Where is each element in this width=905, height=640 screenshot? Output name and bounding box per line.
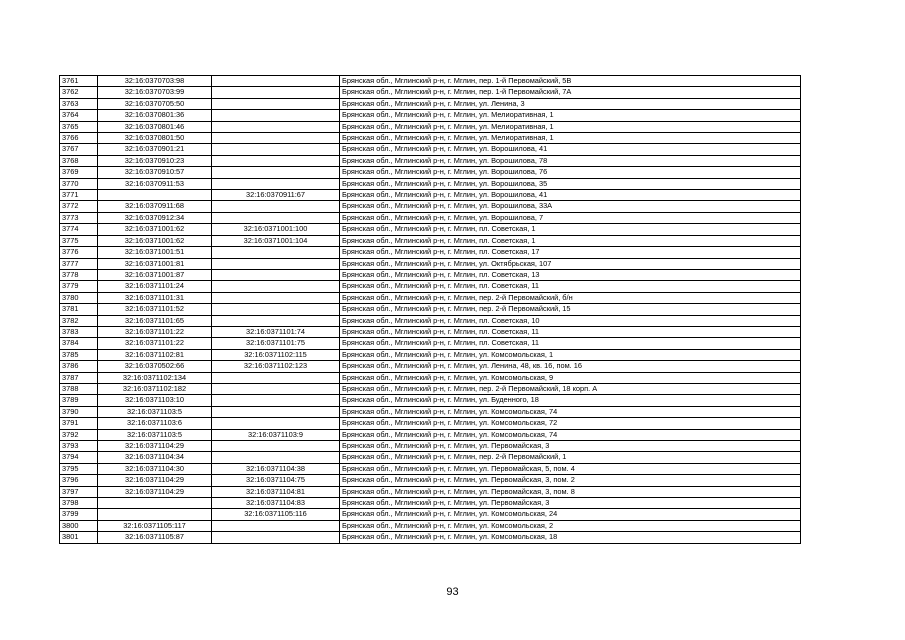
property-table-body	[60, 76, 801, 544]
cadastral-number-cell: 32:16:0371105:87	[98, 532, 212, 543]
address-cell: Брянская обл., Мглинский р-н, г. Мглин, ул. Комсомольская, 9	[340, 372, 801, 383]
row-number-cell: 3786	[60, 361, 98, 372]
cadastral-number-cell: 32:16:0371101:31	[98, 292, 212, 303]
address-cell: Брянская обл., Мглинский р-н, г. Мглин, ул. Ворошилова, 33А	[340, 201, 801, 212]
cadastral-number-cell: 32:16:0370801:36	[98, 110, 212, 121]
linked-cadastral-number-cell	[212, 395, 340, 406]
address-cell: Брянская обл., Мглинский р-н, г. Мглин, ул. Ворошилова, 35	[340, 178, 801, 189]
row-number-cell: 3769	[60, 167, 98, 178]
cadastral-number-cell: 32:16:0370910:23	[98, 155, 212, 166]
linked-cadastral-number-cell: 32:16:0371104:81	[212, 486, 340, 497]
linked-cadastral-number-cell	[212, 144, 340, 155]
row-number-cell: 3793	[60, 441, 98, 452]
address-cell: Брянская обл., Мглинский р-н, г. Мглин, пер. 2-й Первомайский, 1	[340, 452, 801, 463]
linked-cadastral-number-cell	[212, 167, 340, 178]
cadastral-number-cell: 32:16:0370705:50	[98, 98, 212, 109]
table-row	[60, 475, 801, 486]
linked-cadastral-number-cell	[212, 212, 340, 223]
cadastral-number-cell: 32:16:0371104:29	[98, 441, 212, 452]
address-cell: Брянская обл., Мглинский р-н, г. Мглин, ул. Комсомольская, 74	[340, 406, 801, 417]
linked-cadastral-number-cell: 32:16:0371101:74	[212, 326, 340, 337]
row-number-cell: 3762	[60, 87, 98, 98]
linked-cadastral-number-cell: 32:16:0370911:67	[212, 190, 340, 201]
cadastral-number-cell: 32:16:0370502:66	[98, 361, 212, 372]
row-number-cell: 3770	[60, 178, 98, 189]
row-number-cell: 3780	[60, 292, 98, 303]
address-cell: Брянская обл., Мглинский р-н, г. Мглин, пер. 1-й Первомайский, 5В	[340, 76, 801, 87]
cadastral-number-cell: 32:16:0371104:29	[98, 475, 212, 486]
row-number-cell: 3771	[60, 190, 98, 201]
cadastral-number-cell	[98, 498, 212, 509]
linked-cadastral-number-cell	[212, 532, 340, 543]
row-number-cell: 3767	[60, 144, 98, 155]
address-cell: Брянская обл., Мглинский р-н, г. Мглин, пл. Советская, 11	[340, 338, 801, 349]
linked-cadastral-number-cell	[212, 178, 340, 189]
cadastral-number-cell: 32:16:0371104:34	[98, 452, 212, 463]
table-row	[60, 87, 801, 98]
table-row	[60, 201, 801, 212]
address-cell: Брянская обл., Мглинский р-н, г. Мглин, ул. Октябрьская, 107	[340, 258, 801, 269]
row-number-cell: 3799	[60, 509, 98, 520]
table-row	[60, 292, 801, 303]
cadastral-number-cell: 32:16:0371103:6	[98, 418, 212, 429]
row-number-cell: 3766	[60, 133, 98, 144]
table-row	[60, 281, 801, 292]
cadastral-number-cell: 32:16:0371101:22	[98, 326, 212, 337]
address-cell: Брянская обл., Мглинский р-н, г. Мглин, ул. Ворошилова, 41	[340, 190, 801, 201]
table-row	[60, 269, 801, 280]
linked-cadastral-number-cell	[212, 258, 340, 269]
row-number-cell: 3772	[60, 201, 98, 212]
table-row	[60, 418, 801, 429]
linked-cadastral-number-cell	[212, 383, 340, 394]
table-row	[60, 463, 801, 474]
table-row	[60, 212, 801, 223]
row-number-cell: 3797	[60, 486, 98, 497]
cadastral-number-cell: 32:16:0371103:10	[98, 395, 212, 406]
cadastral-number-cell: 32:16:0371001:51	[98, 247, 212, 258]
cadastral-number-cell: 32:16:0370911:53	[98, 178, 212, 189]
linked-cadastral-number-cell: 32:16:0371102:115	[212, 349, 340, 360]
linked-cadastral-number-cell	[212, 247, 340, 258]
cadastral-number-cell: 32:16:0371101:22	[98, 338, 212, 349]
table-row	[60, 361, 801, 372]
cadastral-number-cell	[98, 190, 212, 201]
row-number-cell: 3779	[60, 281, 98, 292]
address-cell: Брянская обл., Мглинский р-н, г. Мглин, ул. Ворошилова, 76	[340, 167, 801, 178]
linked-cadastral-number-cell: 32:16:0371105:116	[212, 509, 340, 520]
address-cell: Брянская обл., Мглинский р-н, г. Мглин, ул. Комсомольская, 18	[340, 532, 801, 543]
address-cell: Брянская обл., Мглинский р-н, г. Мглин, пл. Советская, 11	[340, 326, 801, 337]
address-cell: Брянская обл., Мглинский р-н, г. Мглин, ул. Мелиоративная, 1	[340, 133, 801, 144]
row-number-cell: 3795	[60, 463, 98, 474]
address-cell: Брянская обл., Мглинский р-н, г. Мглин, ул. Первомайская, 3, пом. 8	[340, 486, 801, 497]
cadastral-number-cell: 32:16:0371102:182	[98, 383, 212, 394]
row-number-cell: 3781	[60, 304, 98, 315]
linked-cadastral-number-cell	[212, 315, 340, 326]
linked-cadastral-number-cell: 32:16:0371103:9	[212, 429, 340, 440]
address-cell: Брянская обл., Мглинский р-н, г. Мглин, пер. 2-й Первомайский, 15	[340, 304, 801, 315]
table-row	[60, 304, 801, 315]
cadastral-number-cell: 32:16:0370910:57	[98, 167, 212, 178]
table-row	[60, 110, 801, 121]
table-row	[60, 338, 801, 349]
table-row	[60, 235, 801, 246]
address-cell: Брянская обл., Мглинский р-н, г. Мглин, пл. Советская, 13	[340, 269, 801, 280]
table-row	[60, 532, 801, 543]
address-cell: Брянская обл., Мглинский р-н, г. Мглин, ул. Первомайская, 3, пом. 2	[340, 475, 801, 486]
address-cell: Брянская обл., Мглинский р-н, г. Мглин, ул. Комсомольская, 2	[340, 520, 801, 531]
address-cell: Брянская обл., Мглинский р-н, г. Мглин, пер. 2-й Первомайский, б/н	[340, 292, 801, 303]
cadastral-number-cell: 32:16:0370703:99	[98, 87, 212, 98]
table-row	[60, 190, 801, 201]
table-row	[60, 224, 801, 235]
linked-cadastral-number-cell	[212, 155, 340, 166]
table-row	[60, 178, 801, 189]
address-cell: Брянская обл., Мглинский р-н, г. Мглин, ул. Мелиоративная, 1	[340, 121, 801, 132]
row-number-cell: 3774	[60, 224, 98, 235]
table-row	[60, 121, 801, 132]
row-number-cell: 3765	[60, 121, 98, 132]
address-cell: Брянская обл., Мглинский р-н, г. Мглин, пл. Советская, 1	[340, 224, 801, 235]
cadastral-number-cell: 32:16:0370801:46	[98, 121, 212, 132]
table-row	[60, 258, 801, 269]
linked-cadastral-number-cell: 32:16:0371101:75	[212, 338, 340, 349]
linked-cadastral-number-cell	[212, 87, 340, 98]
cadastral-number-cell: 32:16:0371104:30	[98, 463, 212, 474]
table-row	[60, 76, 801, 87]
table-row	[60, 429, 801, 440]
table-row	[60, 452, 801, 463]
linked-cadastral-number-cell	[212, 372, 340, 383]
address-cell: Брянская обл., Мглинский р-н, г. Мглин, ул. Первомайская, 3	[340, 498, 801, 509]
row-number-cell: 3782	[60, 315, 98, 326]
row-number-cell: 3790	[60, 406, 98, 417]
table-row	[60, 98, 801, 109]
table-row	[60, 167, 801, 178]
linked-cadastral-number-cell: 32:16:0371104:75	[212, 475, 340, 486]
table-row	[60, 247, 801, 258]
address-cell: Брянская обл., Мглинский р-н, г. Мглин, ул. Комсомольская, 72	[340, 418, 801, 429]
row-number-cell: 3773	[60, 212, 98, 223]
linked-cadastral-number-cell	[212, 418, 340, 429]
table-row	[60, 315, 801, 326]
row-number-cell: 3763	[60, 98, 98, 109]
cadastral-number-cell: 32:16:0370901:21	[98, 144, 212, 155]
row-number-cell: 3784	[60, 338, 98, 349]
cadastral-number-cell: 32:16:0371001:62	[98, 224, 212, 235]
page-number: 93	[446, 586, 459, 598]
row-number-cell: 3775	[60, 235, 98, 246]
cadastral-number-cell: 32:16:0371103:5	[98, 406, 212, 417]
address-cell: Брянская обл., Мглинский р-н, г. Мглин, ул. Мелиоративная, 1	[340, 110, 801, 121]
address-cell: Брянская обл., Мглинский р-н, г. Мглин, ул. Ворошилова, 78	[340, 155, 801, 166]
address-cell: Брянская обл., Мглинский р-н, г. Мглин, ул. Буденного, 18	[340, 395, 801, 406]
cadastral-number-cell: 32:16:0371104:29	[98, 486, 212, 497]
address-cell: Брянская обл., Мглинский р-н, г. Мглин, пл. Советская, 11	[340, 281, 801, 292]
table-row	[60, 349, 801, 360]
row-number-cell: 3776	[60, 247, 98, 258]
linked-cadastral-number-cell	[212, 133, 340, 144]
cadastral-number-cell: 32:16:0371101:65	[98, 315, 212, 326]
address-cell: Брянская обл., Мглинский р-н, г. Мглин, ул. Первомайская, 5, пом. 4	[340, 463, 801, 474]
address-cell: Брянская обл., Мглинский р-н, г. Мглин, ул. Комсомольская, 24	[340, 509, 801, 520]
linked-cadastral-number-cell	[212, 441, 340, 452]
row-number-cell: 3785	[60, 349, 98, 360]
cadastral-number-cell: 32:16:0371102:134	[98, 372, 212, 383]
table-row	[60, 406, 801, 417]
row-number-cell: 3787	[60, 372, 98, 383]
row-number-cell: 3789	[60, 395, 98, 406]
address-cell: Брянская обл., Мглинский р-н, г. Мглин, пер. 2-й Первомайский, 18 корп. А	[340, 383, 801, 394]
linked-cadastral-number-cell	[212, 406, 340, 417]
table-row	[60, 520, 801, 531]
linked-cadastral-number-cell: 32:16:0371102:123	[212, 361, 340, 372]
address-cell: Брянская обл., Мглинский р-н, г. Мглин, пл. Советская, 10	[340, 315, 801, 326]
row-number-cell: 3792	[60, 429, 98, 440]
row-number-cell: 3791	[60, 418, 98, 429]
address-cell: Брянская обл., Мглинский р-н, г. Мглин, ул. Ворошилова, 41	[340, 144, 801, 155]
linked-cadastral-number-cell	[212, 269, 340, 280]
cadastral-number-cell: 32:16:0371101:24	[98, 281, 212, 292]
table-row	[60, 395, 801, 406]
address-cell: Брянская обл., Мглинский р-н, г. Мглин, пл. Советская, 17	[340, 247, 801, 258]
linked-cadastral-number-cell	[212, 452, 340, 463]
property-table	[59, 75, 801, 544]
linked-cadastral-number-cell	[212, 76, 340, 87]
cadastral-number-cell: 32:16:0370911:68	[98, 201, 212, 212]
linked-cadastral-number-cell	[212, 304, 340, 315]
table-row	[60, 486, 801, 497]
cadastral-number-cell: 32:16:0371101:52	[98, 304, 212, 315]
address-cell: Брянская обл., Мглинский р-н, г. Мглин, ул. Ленина, 3	[340, 98, 801, 109]
cadastral-number-cell: 32:16:0371103:5	[98, 429, 212, 440]
linked-cadastral-number-cell	[212, 98, 340, 109]
table-row	[60, 133, 801, 144]
cadastral-number-cell: 32:16:0370801:50	[98, 133, 212, 144]
row-number-cell: 3783	[60, 326, 98, 337]
linked-cadastral-number-cell	[212, 292, 340, 303]
table-row	[60, 383, 801, 394]
row-number-cell: 3778	[60, 269, 98, 280]
row-number-cell: 3761	[60, 76, 98, 87]
linked-cadastral-number-cell: 32:16:0371104:83	[212, 498, 340, 509]
row-number-cell: 3764	[60, 110, 98, 121]
row-number-cell: 3794	[60, 452, 98, 463]
address-cell: Брянская обл., Мглинский р-н, г. Мглин, пер. 1-й Первомайский, 7А	[340, 87, 801, 98]
address-cell: Брянская обл., Мглинский р-н, г. Мглин, ул. Комсомольская, 1	[340, 349, 801, 360]
linked-cadastral-number-cell	[212, 201, 340, 212]
row-number-cell: 3788	[60, 383, 98, 394]
cadastral-number-cell: 32:16:0370703:98	[98, 76, 212, 87]
address-cell: Брянская обл., Мглинский р-н, г. Мглин, пл. Советская, 1	[340, 235, 801, 246]
table-row	[60, 144, 801, 155]
table-row	[60, 326, 801, 337]
address-cell: Брянская обл., Мглинский р-н, г. Мглин, ул. Первомайская, 3	[340, 441, 801, 452]
linked-cadastral-number-cell: 32:16:0371104:38	[212, 463, 340, 474]
address-cell: Брянская обл., Мглинский р-н, г. Мглин, ул. Ленина, 48, кв. 16, пом. 16	[340, 361, 801, 372]
linked-cadastral-number-cell: 32:16:0371001:100	[212, 224, 340, 235]
linked-cadastral-number-cell	[212, 121, 340, 132]
table-row	[60, 372, 801, 383]
table-row	[60, 509, 801, 520]
cadastral-number-cell: 32:16:0371001:87	[98, 269, 212, 280]
table-row	[60, 498, 801, 509]
cadastral-number-cell: 32:16:0371105:117	[98, 520, 212, 531]
cadastral-number-cell	[98, 509, 212, 520]
cadastral-number-cell: 32:16:0370912:34	[98, 212, 212, 223]
linked-cadastral-number-cell: 32:16:0371001:104	[212, 235, 340, 246]
row-number-cell: 3777	[60, 258, 98, 269]
row-number-cell: 3798	[60, 498, 98, 509]
cadastral-number-cell: 32:16:0371001:62	[98, 235, 212, 246]
table-row	[60, 441, 801, 452]
cadastral-number-cell: 32:16:0371102:81	[98, 349, 212, 360]
row-number-cell: 3796	[60, 475, 98, 486]
row-number-cell: 3800	[60, 520, 98, 531]
linked-cadastral-number-cell	[212, 281, 340, 292]
cadastral-number-cell: 32:16:0371001:81	[98, 258, 212, 269]
linked-cadastral-number-cell	[212, 110, 340, 121]
table-row	[60, 155, 801, 166]
row-number-cell: 3801	[60, 532, 98, 543]
row-number-cell: 3768	[60, 155, 98, 166]
address-cell: Брянская обл., Мглинский р-н, г. Мглин, ул. Ворошилова, 7	[340, 212, 801, 223]
linked-cadastral-number-cell	[212, 520, 340, 531]
address-cell: Брянская обл., Мглинский р-н, г. Мглин, ул. Комсомольская, 74	[340, 429, 801, 440]
